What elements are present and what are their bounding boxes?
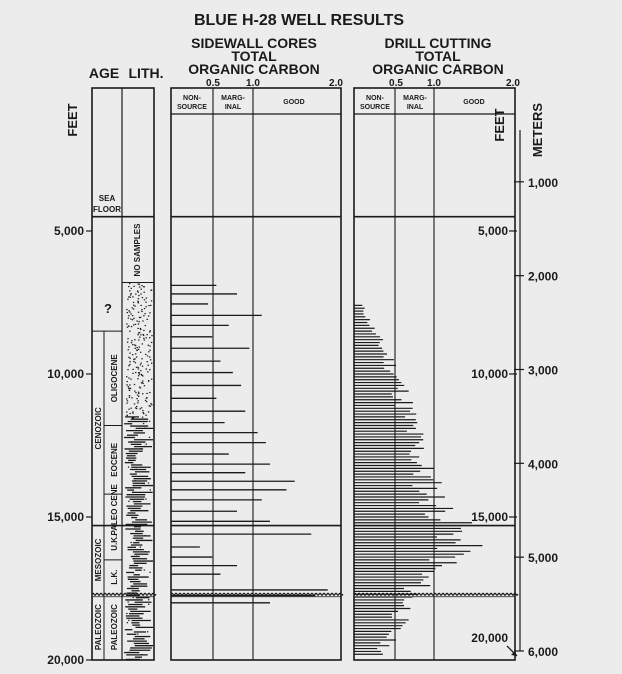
lith-dot <box>136 406 137 407</box>
lith-dot <box>129 395 130 396</box>
lith-dot <box>148 305 149 306</box>
no-samples-label: NO SAMPLES <box>133 223 142 277</box>
lith-dot <box>147 361 148 362</box>
lith-dot <box>140 352 141 353</box>
lith-dot <box>139 332 140 333</box>
lith-dot <box>128 501 129 502</box>
lith-dot <box>144 339 145 340</box>
lith-heading: LITH. <box>128 65 164 81</box>
panel1-title-line3: ORGANIC CARBON <box>188 61 320 77</box>
lith-dot <box>143 315 144 316</box>
lith-dot <box>146 398 147 399</box>
lith-dot <box>136 320 137 321</box>
left-feet-tick-label: 5,000 <box>53 224 84 238</box>
meter-tick-label: 1,000 <box>528 175 559 190</box>
lith-dot <box>148 482 149 483</box>
lith-dot <box>130 388 131 389</box>
lith-dot <box>126 323 127 324</box>
lith-dot <box>126 376 127 377</box>
question-mark: ? <box>104 301 112 316</box>
panel1-cat-good: GOOD <box>283 99 305 106</box>
lith-dot <box>132 315 133 316</box>
lith-dot <box>126 411 127 412</box>
lith-dot <box>151 300 152 301</box>
lith-dot <box>127 338 128 339</box>
panel2-scale-tick: 1.0 <box>427 78 441 89</box>
lith-dot <box>148 599 149 600</box>
lith-dot <box>129 283 130 284</box>
lith-dot <box>145 415 146 416</box>
lith-dot <box>149 345 150 346</box>
lith-dot <box>131 342 132 343</box>
lith-dot <box>142 343 143 344</box>
period-label: U.K. <box>110 534 119 551</box>
lith-dot <box>129 353 130 354</box>
lith-dot <box>146 444 147 445</box>
lith-dot <box>128 318 129 319</box>
lith-dot <box>143 335 144 336</box>
lith-dot <box>144 313 145 314</box>
lith-dot <box>146 401 147 402</box>
lith-dot <box>149 437 150 438</box>
lith-dot <box>128 346 129 347</box>
lith-dot <box>135 324 136 325</box>
lith-dot <box>138 396 139 397</box>
lith-dot <box>150 359 151 360</box>
lith-dot <box>136 408 137 409</box>
lith-dot <box>128 377 129 378</box>
lith-dot <box>126 384 127 385</box>
right-feet-tick-label: 20,000 <box>471 631 508 645</box>
lith-dot <box>137 334 138 335</box>
lith-dot <box>148 411 149 412</box>
lith-dot <box>127 622 128 623</box>
lith-dot <box>126 613 127 614</box>
lith-dot <box>136 398 137 399</box>
lith-dot <box>145 325 146 326</box>
lith-dot <box>150 305 151 306</box>
lith-dot <box>138 339 139 340</box>
lith-dot <box>127 381 128 382</box>
lith-dot <box>130 313 131 314</box>
lith-dot <box>142 417 143 418</box>
lith-dot <box>138 323 139 324</box>
lith-dot <box>139 346 140 347</box>
lith-dot <box>145 354 146 355</box>
period-label: PALEO CENE <box>110 484 119 536</box>
lith-dot <box>139 284 140 285</box>
lith-dot <box>145 400 146 401</box>
lith-dot <box>130 294 131 295</box>
lith-dot <box>142 380 143 381</box>
lith-dot <box>140 408 141 409</box>
sea-floor-label: FLOOR <box>93 205 121 214</box>
lith-dot <box>131 397 132 398</box>
lith-dot <box>135 348 136 349</box>
lith-dot <box>148 315 149 316</box>
lith-dot <box>127 299 128 300</box>
lith-dot <box>129 361 130 362</box>
lith-dot <box>137 328 138 329</box>
lith-dot <box>147 365 148 366</box>
lith-dot <box>136 356 137 357</box>
lith-dot <box>130 379 131 380</box>
meter-tick-label: 6,000 <box>528 644 559 659</box>
lith-dot <box>142 393 143 394</box>
lith-dot <box>126 309 127 310</box>
lith-dot <box>145 306 146 307</box>
lith-dot <box>150 489 151 490</box>
lith-dot <box>145 498 146 499</box>
lith-dot <box>151 342 152 343</box>
lith-dot <box>140 328 141 329</box>
lith-dot <box>141 289 142 290</box>
lith-dot <box>140 364 141 365</box>
lith-dot <box>127 312 128 313</box>
panel2-title-line1: DRILL CUTTING <box>384 35 492 51</box>
panel2-cat-nonsource: SOURCE <box>360 104 390 111</box>
lith-dot <box>147 355 148 356</box>
lith-dot <box>129 413 130 414</box>
lith-dot <box>134 306 135 307</box>
sidewall-bars <box>171 285 328 602</box>
lith-dot <box>131 326 132 327</box>
lith-dot <box>129 384 130 385</box>
lith-dot <box>144 569 145 570</box>
lith-dot <box>128 310 129 311</box>
period-label: L.K. <box>110 569 119 585</box>
panel2-scale-tick: 0.5 <box>389 78 403 89</box>
lith-dot <box>134 339 135 340</box>
lith-dot <box>138 375 139 376</box>
left-feet-tick-label: 20,000 <box>47 653 84 667</box>
lith-dot <box>126 398 127 399</box>
lith-dot <box>151 379 152 380</box>
lith-dot <box>147 319 148 320</box>
panel1-scale-tick: 2.0 <box>329 78 343 89</box>
lith-dot <box>140 547 141 548</box>
lith-dot <box>127 327 128 328</box>
lith-dot <box>149 337 150 338</box>
lith-dot <box>128 620 129 621</box>
era-label: MESOZOIC <box>94 538 103 582</box>
panel2-title-line2: TOTAL <box>415 48 461 64</box>
feet-axis-title-left: FEET <box>65 103 80 137</box>
lith-dot <box>143 330 144 331</box>
period-label: OLIGOCENE <box>110 354 119 403</box>
lith-dot <box>138 302 139 303</box>
lith-dot <box>133 324 134 325</box>
feet-axis-title-right: FEET <box>492 108 507 142</box>
lith-dot <box>128 466 129 467</box>
lith-dot <box>127 400 128 401</box>
lith-dot <box>145 302 146 303</box>
lith-dot <box>133 318 134 319</box>
lith-dot <box>127 386 128 387</box>
panel1-cat-marginal: INAL <box>224 104 242 111</box>
lith-dot <box>144 385 145 386</box>
lith-dot <box>140 305 141 306</box>
lith-dot <box>134 358 135 359</box>
lith-dot <box>148 351 149 352</box>
lith-dot <box>130 319 131 320</box>
lith-dot <box>140 334 141 335</box>
lith-dot <box>130 293 131 294</box>
cutting-bars <box>354 305 482 654</box>
lith-dot <box>127 342 128 343</box>
lith-dot <box>148 380 149 381</box>
lith-dot <box>135 345 136 346</box>
lith-dot <box>130 542 131 543</box>
lith-dot <box>139 317 140 318</box>
lith-dot <box>138 392 139 393</box>
lith-dot <box>140 370 141 371</box>
period-label: PALEOZOIC <box>110 604 119 651</box>
lith-dot <box>138 295 139 296</box>
period-label: EOCENE <box>110 442 119 477</box>
lith-dot <box>144 308 145 309</box>
lith-dot <box>138 292 139 293</box>
lith-dot <box>131 340 132 341</box>
left-feet-tick-label: 15,000 <box>47 510 84 524</box>
lith-dot <box>149 356 150 357</box>
lith-dot <box>142 320 143 321</box>
panel2-cat-good: GOOD <box>463 99 485 106</box>
lith-dot <box>146 393 147 394</box>
lith-dot <box>141 311 142 312</box>
era-label: PALEOZOIC <box>94 604 103 651</box>
lith-dot <box>138 400 139 401</box>
lith-dot <box>138 312 139 313</box>
lith-dot <box>129 358 130 359</box>
depth-axes <box>47 130 558 667</box>
lith-dot <box>128 409 129 410</box>
lith-dot <box>142 375 143 376</box>
lith-dot <box>132 413 133 414</box>
panel1-title-line2: TOTAL <box>231 48 277 64</box>
left-feet-tick-label: 10,000 <box>47 367 84 381</box>
lith-dot <box>138 349 139 350</box>
meter-tick-label: 2,000 <box>528 269 559 284</box>
lith-dot <box>133 308 134 309</box>
lith-dot <box>128 349 129 350</box>
lith-dot <box>127 369 128 370</box>
lith-dot <box>132 296 133 297</box>
lith-dot <box>138 298 139 299</box>
lith-dot <box>149 392 150 393</box>
lith-dot <box>135 293 136 294</box>
lith-dot <box>149 572 150 573</box>
lith-dot <box>129 312 130 313</box>
lith-dot <box>148 345 149 346</box>
panel1-cat-nonsource: NON- <box>183 95 201 102</box>
lith-dot <box>140 387 141 388</box>
meter-tick-label: 4,000 <box>528 457 559 472</box>
unconformity-line <box>92 593 156 595</box>
lith-dot <box>128 387 129 388</box>
lith-dot <box>137 290 138 291</box>
lith-dot <box>140 293 141 294</box>
meters-axis-title: METERS <box>530 102 545 158</box>
lith-dot <box>141 285 142 286</box>
lith-dot <box>128 326 129 327</box>
lith-dot <box>128 315 129 316</box>
lith-dot <box>142 410 143 411</box>
lith-dot <box>128 365 129 366</box>
lith-dot <box>139 372 140 373</box>
lith-dot <box>132 411 133 412</box>
lith-dot <box>143 413 144 414</box>
lith-dot <box>146 337 147 338</box>
lith-dot <box>149 421 150 422</box>
sea-floor-label: SEA <box>98 194 116 203</box>
lith-dot <box>135 392 136 393</box>
lith-dot <box>149 331 150 332</box>
lith-dot <box>132 344 133 345</box>
lith-dot <box>133 302 134 303</box>
lith-dot <box>131 288 132 289</box>
lith-dot <box>134 384 135 385</box>
panel1-cat-marginal: MARG- <box>221 95 245 102</box>
lith-dot <box>143 423 144 424</box>
lith-dot <box>137 378 138 379</box>
lith-dot <box>138 283 139 284</box>
lith-dot <box>136 347 137 348</box>
lith-dot <box>133 286 134 287</box>
lith-dot <box>132 307 133 308</box>
lith-dot <box>130 297 131 298</box>
right-feet-tick-label: 5,000 <box>477 224 508 238</box>
lith-dot <box>146 298 147 299</box>
lith-dot <box>139 286 140 287</box>
lith-dot <box>143 338 144 339</box>
lith-dot <box>137 367 138 368</box>
lith-dot <box>129 390 130 391</box>
lith-dot <box>141 382 142 383</box>
lith-dot <box>136 349 137 350</box>
era-label: CENOZOIC <box>94 407 103 450</box>
lith-dot <box>134 391 135 392</box>
lith-dot <box>135 353 136 354</box>
lith-dot <box>142 297 143 298</box>
strat-boundaries <box>92 217 518 660</box>
panel2-cat-marginal: MARG- <box>403 95 427 102</box>
lith-dot <box>151 404 152 405</box>
lith-dot <box>129 364 130 365</box>
lith-dot <box>141 309 142 310</box>
lith-dot <box>139 374 140 375</box>
lith-dot <box>132 319 133 320</box>
lith-dot <box>149 369 150 370</box>
panel2-scale-tick: 2.0 <box>506 78 520 89</box>
chart-title: BLUE H-28 WELL RESULTS <box>193 12 405 29</box>
lith-dot <box>150 330 151 331</box>
lith-dot <box>137 394 138 395</box>
lith-dot <box>133 305 134 306</box>
lith-dot <box>126 402 127 403</box>
lith-dot <box>130 408 131 409</box>
panel2-cat-nonsource: NON- <box>366 95 384 102</box>
lith-dot <box>137 633 138 634</box>
unconformity-line <box>171 593 343 595</box>
lith-dot <box>141 407 142 408</box>
age-heading: AGE <box>88 65 120 81</box>
lith-dot <box>142 366 143 367</box>
panel1-scale-tick: 1.0 <box>246 78 260 89</box>
lith-dot <box>150 403 151 404</box>
lith-dot <box>132 369 133 370</box>
lith-dot <box>146 368 147 369</box>
panel2-title-line3: ORGANIC CARBON <box>372 61 504 77</box>
lith-dot <box>129 331 130 332</box>
lith-dot <box>128 296 129 297</box>
right-feet-tick-label: 15,000 <box>471 510 508 524</box>
lith-dot <box>129 397 130 398</box>
lith-dot <box>138 368 139 369</box>
lith-dot <box>137 402 138 403</box>
lith-dot <box>151 363 152 364</box>
meter-tick-label: 3,000 <box>528 363 559 378</box>
lith-dot <box>144 299 145 300</box>
lith-dot <box>146 334 147 335</box>
lith-dot <box>149 405 150 406</box>
lith-dot <box>139 337 140 338</box>
lith-dot <box>126 415 127 416</box>
lith-dot <box>143 292 144 293</box>
lith-dot <box>132 373 133 374</box>
lith-dot <box>151 290 152 291</box>
lith-dot <box>127 601 128 602</box>
panel2-cat-marginal: INAL <box>406 104 424 111</box>
lith-dot <box>151 335 152 336</box>
right-feet-tick-label: 10,000 <box>471 367 508 381</box>
lith-dot <box>135 372 136 373</box>
lith-dot <box>149 350 150 351</box>
lith-dot <box>134 403 135 404</box>
panel1-cat-nonsource: SOURCE <box>177 104 207 111</box>
lith-dot <box>147 371 148 372</box>
meter-tick-label: 5,000 <box>528 551 559 566</box>
lith-dot <box>148 604 149 605</box>
lith-dot <box>129 290 130 291</box>
lith-dot <box>138 321 139 322</box>
lith-dot <box>132 354 133 355</box>
lith-dot <box>147 631 148 632</box>
lith-dot <box>133 361 134 362</box>
lith-dot <box>135 362 136 363</box>
lithology-layer <box>122 282 154 659</box>
lith-dot <box>140 363 141 364</box>
lith-dot <box>143 286 144 287</box>
lith-dot <box>128 286 129 287</box>
lith-dot <box>149 312 150 313</box>
panel1-scale-tick: 0.5 <box>206 78 220 89</box>
lith-dot <box>136 367 137 368</box>
lith-dot <box>141 358 142 359</box>
panel1-title-line1: SIDEWALL CORES <box>191 35 317 51</box>
lith-dot <box>138 393 139 394</box>
lith-dot <box>128 357 129 358</box>
